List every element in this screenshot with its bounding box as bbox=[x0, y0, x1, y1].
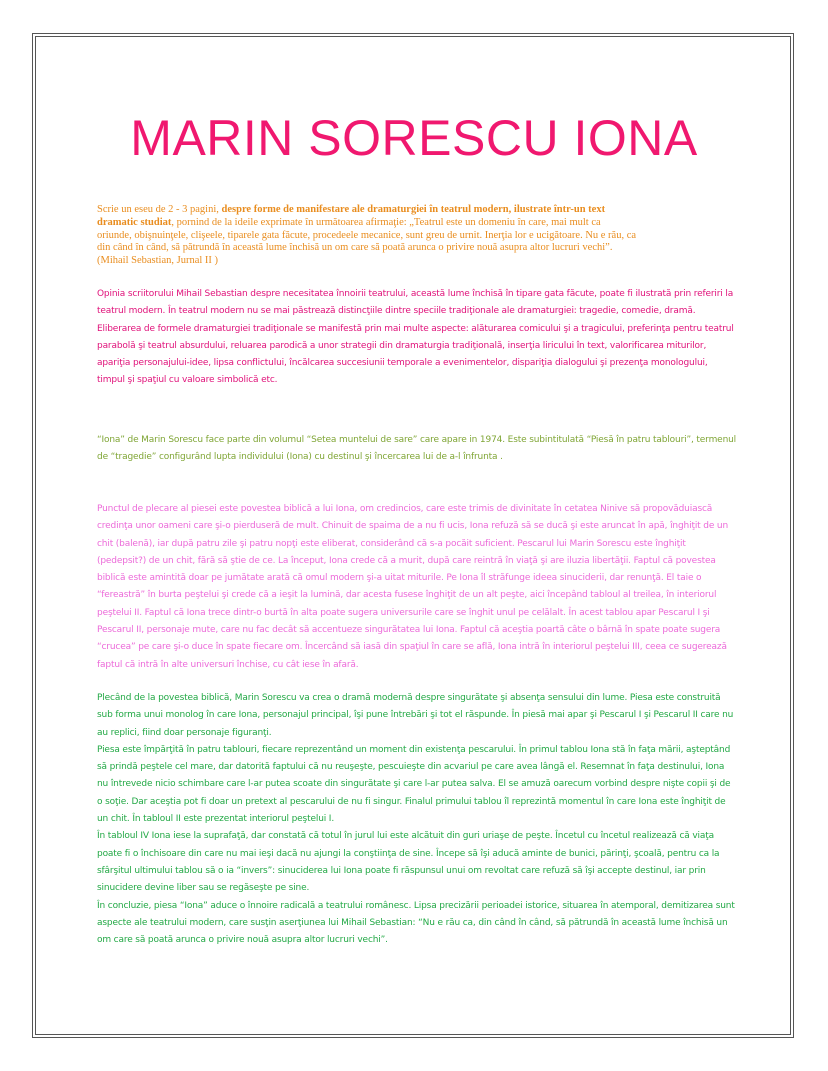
document-title: MARIN SORESCU IONA bbox=[130, 110, 698, 166]
conclusion-paragraph-4: În concluzie, piesa “Iona” aduce o înnoire radicală a teatrului românesc. Lipsa precizării perioadei istorice, situarea în atemporal, demitizarea sunt aspecte ale teatrului modern, care susţin aserţiunea lui Mihail Sebastian: “Nu e rău ca, din când în când, să pătrundă în această lume închisă un om care să poată arunca o privire nouă asupra altor lucruri vechi”. bbox=[97, 900, 735, 946]
intro-paragraph: Opinia scriitorului Mihail Sebastian despre necesitatea înnoirii teatrului, această lume închisă în tipare gata făcute, poate fi ilustrată prin referiri la teatrul modern. În teatrul modern nu se mai păstrează distincţiile dintre speciile tradiţionale ale dramaturgiei: tragedie, comedie, dramă. Eliberarea de formele dramaturgiei tradiţionale se manifestă prin mai multe aspecte: alăturarea comicului şi a tragicului, preferinţa pentru teatrul parabolă şi teatrul absurdului, reluarea parodică a unor strategii din dramaturgia tradiţională, inserţia liricului în text, valorificarea miturilor, apariţia personajului-idee, lipsa conflictului, încălcarea succesiunii temporale a evenimentelor, dispariţia dialogului şi prezenţa monologului, timpul şi spaţiul cu valoare simbolică etc. bbox=[97, 289, 734, 386]
conclusion-paragraph-2: Piesa este împărţită în patru tablouri, fiecare reprezentând un moment din existenţa pescarului. În primul tablou Iona stă în faţa mării, aşteptând să prindă peştele cel mare, dar datorită faptului că nu reuşeşte, pescuieşte din acvariul pe care avea lângă el. Resemnat în faţa destinului, Iona nu întrevede nicio schimbare care l-ar putea scoate din singurătate şi care l-ar putea salva. El se amuză oarecum vorbind despre nişte copii şi de o soţie. Dar aceştia pot fi doar un pretext al pescarului de nu fi singur. Finalul primului tablou îl reprezintă momentul în care Iona este înghiţit de un chit. În tabloul II este prezentat interiorul peştelui I. bbox=[97, 744, 731, 825]
essay-prompt bbox=[97, 204, 637, 268]
conclusion-section bbox=[97, 690, 737, 949]
summary-paragraph: “Iona” de Marin Sorescu face parte din volumul “Setea muntelui de sare” care apare in 1974. Este subintitulată “Piesă în patru tablouri”, termenul de “tragedie” configurând lupta individului (Iona) cu destinul şi încercarea lui de a-l înfrunta . bbox=[97, 435, 737, 463]
prompt-rest: , pornind de la ideile exprimate în următoarea afirmaţie: „Teatrul este un domeniu în care, mai mult ca oriunde, obişnuinţele, clişeele, tiparele gata făcute, procedeele mecanice, sunt greu de urnit. Inerţia lor e ucigătoare. Nu e rău, ca din când în când, să pătrundă în această lume închisă un om care să poată arunca o privire nouă asupra altor lucruri vechi”. (Mihail Sebastian, Jurnal II ) bbox=[97, 216, 637, 267]
prompt-lead: Scrie un eseu de 2 - 3 pagini, bbox=[97, 204, 222, 215]
conclusion-paragraph-1: Plecând de la povestea biblică, Marin Sorescu va crea o dramă modernă despre singurătate şi absenţa sensului din lume. Piesa este construită sub forma unui monolog în care Iona, personajul principal, îşi pune întrebări şi tot el răspunde. În piesă mai apar şi Pescarul I şi Pescarul II care nu au replici, fiind doar personaje figuranţi. bbox=[97, 693, 734, 738]
conclusion-paragraph-3: În tabloul IV Iona iese la suprafaţă, dar constată că totul în jurul lui este alcătuit din guri uriaşe de peşte. Încetul cu încetul realizează că viaţa poate fi o închisoare din care nu mai ieşi dacă nu ajungi la conştiinţa de sine. Începe să îşi aducă aminte de bunici, părinţi, şcoală, pentru ca la sfârşitul ultimului tablou să o ia “invers”: sinuciderea lui Iona poate fi răspunsul unui om revoltat care refuză să îşi accepte destinul, iar prin sinucidere devine liber sau se regăseşte pe sine. bbox=[97, 831, 720, 894]
analysis-paragraph: Punctul de plecare al piesei este povestea biblică a lui Iona, om credincios, care este trimis de divinitate în cetatea Ninive să propovăduiască credinţa unor oameni care şi-o pierduseră de mult. Chinuit de spaima de a nu fi ucis, Iona refuză să se ducă şi este aruncat în apă, înghiţit de un chit (balenă), iar după patru zile şi patru nopţi este eliberat, considerând că s-a pocăit suficient. Pescarul lui Marin Sorescu este înghiţit (pedepsit?) de un chit, fără să ştie de ce. La început, Iona crede că a murit, după care reintră în viaţă şi are iluzia libertăţii. Faptul că povestea biblică este amintită doar pe jumătate arată că omul modern şi-a uitat miturile. Pe Iona îl străfunge ideea sinuciderii, dar renunţă. El taie o “fereastră” în burta peştelui şi crede că a ieşit la lumină, dar acesta fusese înghiţit de un alt peşte, aici începând tabloul al treilea, în interiorul peştelui II. Faptul că Iona trece dintr-o burtă în alta poate sugera universurile care se înghit unul pe celălalt. În acest tablou apar Pescarul I şi Pescarul II, personaje mute, care nu fac decât să accentueze singurătatea lui Iona. Faptul că aceştia poartă câte o bârnă în spate poate sugera “crucea” pe care şi-o duce în spate fiecare om. Încercând să iasă din spaţiul în care se află, Iona intră în interiorul peştelui III, ceea ce sugerează faptul că intră în alte universuri închise, cu cât iese în afară. bbox=[97, 504, 729, 670]
prompt-bold: despre forme de manifestare ale dramaturgiei în teatrul modern, ilustrate într-un text dramatic studiat bbox=[97, 204, 606, 228]
